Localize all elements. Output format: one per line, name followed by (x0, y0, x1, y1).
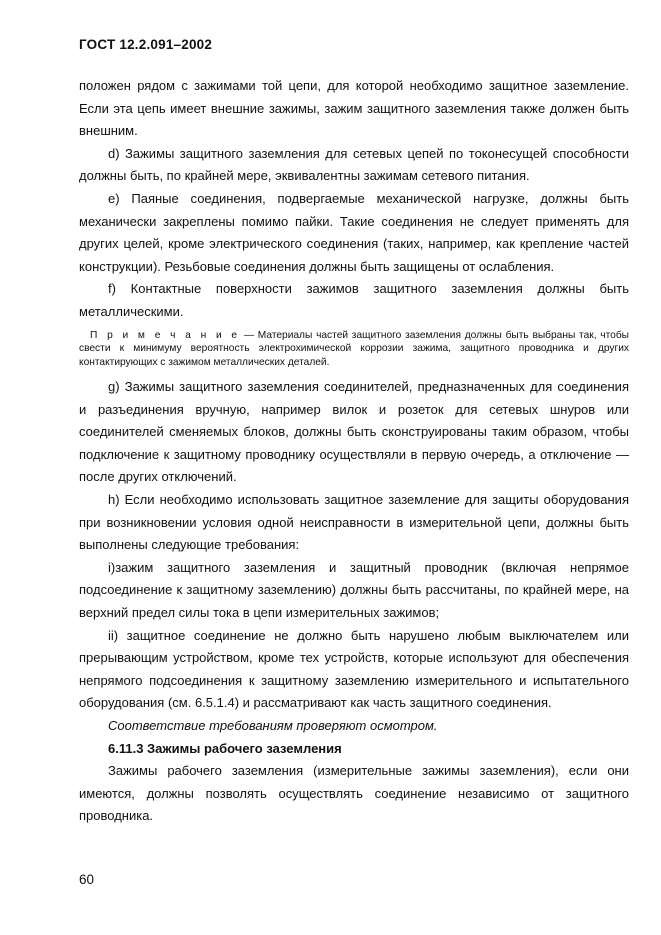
note (79, 329, 629, 370)
paragraph-g: g) Зажимы защитного заземления соединителей, предназначенных для соединения и разъединения вручную, например вилок и розеток для сетевых шнуров или соединителей сменяемых блоков, должны быть сконструированы таким образом, чтобы подключение к защитному проводнику осуществляли в первую очередь, а отключение — после других отключений. (79, 379, 629, 485)
paragraph-f: f) Контактные поверхности зажимов защитного заземления должны быть металлическими. (79, 281, 629, 319)
paragraph-continuation: положен рядом с зажимами той цепи, для которой необходимо защитное заземление. Если эта цепь имеет внешние зажимы, зажим защитного заземления также должен быть внешним. (79, 78, 629, 139)
paragraph-functional-earth: Зажимы рабочего заземления (измерительные зажимы заземления), если они имеются, должны позволять осуществлять соединение независимо от защитного проводника. (79, 763, 629, 824)
paragraph-e: e) Паяные соединения, подвергаемые механической нагрузке, должны быть механически закреплены помимо пайки. Такие соединения не следует применять для других целей, кроме электрического соединения (таких, например, как крепление частей конструкции). Резьбовые соединения должны быть защищены от ослабления. (79, 190, 629, 274)
section-heading: 6.11.3 Зажимы рабочего заземления (108, 740, 342, 756)
document-body (79, 75, 629, 828)
page-number: 60 (79, 872, 95, 887)
document-header: ГОСТ 12.2.091–2002 (79, 37, 213, 52)
paragraph-h-i: i)зажим защитного заземления и защитный проводник (включая непрямое подсоединение к защитному заземлению) должны быть рассчитаны, по крайней мере, на верхний предел силы тока в цепи измерительных зажимов; (79, 559, 629, 620)
note-label: П р и м е ч а н и е (90, 329, 241, 341)
note-text: — Материалы частей защитного заземления должны быть выбраны так, чтобы свести к минимуму вероятность электрохимической коррозии зажима, защитного проводника и других контактирующих с зажимом металлических деталей. (79, 329, 629, 368)
paragraph-h: h) Если необходимо использовать защитное заземление для защиты оборудования при возникновении условия одной неисправности в измерительной цепи, должны быть выполнены следующие требования: (79, 492, 629, 553)
paragraph-h-ii: ii) защитное соединение не должно быть нарушено любым выключателем или прерывающим устройством, кроме тех устройств, которые используют для обеспечения непрямого подсоединения к защитному заземлению измерительного и испытательного оборудования (см. 6.5.1.4) и рассматривают как часть защитного соединения. (79, 627, 629, 711)
paragraph-d: d) Зажимы защитного заземления для сетевых цепей по токонесущей способности должны быть, по крайней мере, эквивалентны зажимам сетевого питания. (79, 145, 629, 184)
compliance-statement: Соответствие требованиям проверяют осмотром. (108, 717, 438, 733)
